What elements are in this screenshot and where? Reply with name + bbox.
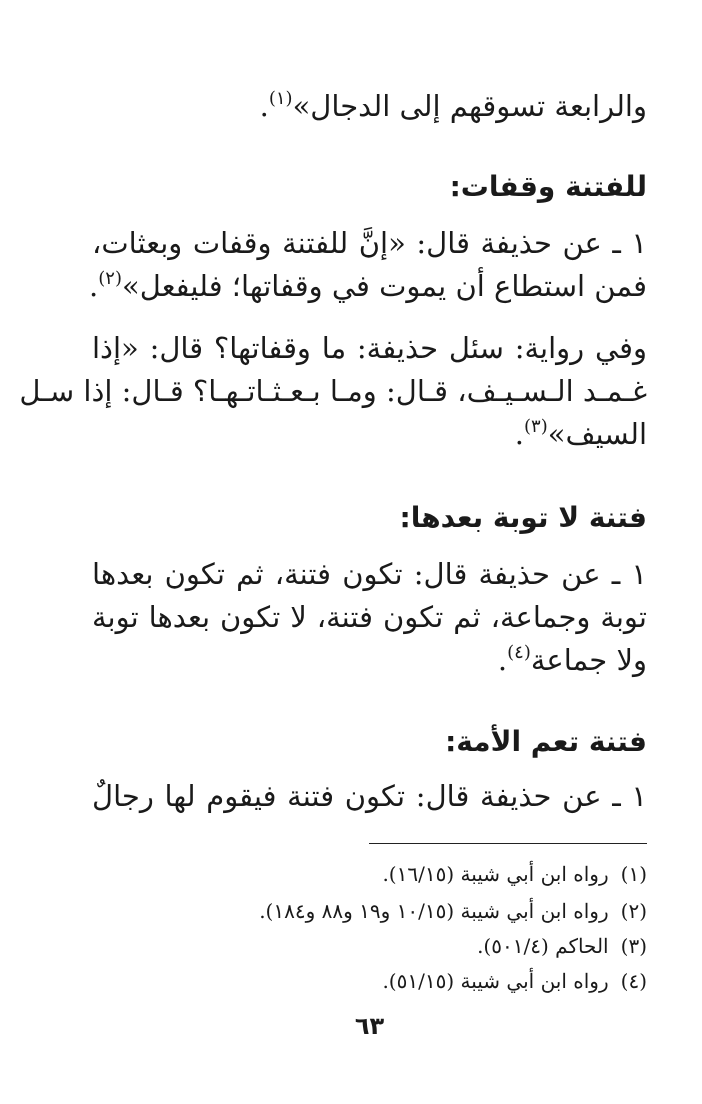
section1-line-2-end: . [89, 269, 99, 303]
footnote-number: (٢) [620, 899, 647, 923]
footnote-text: رواه ابن أبي شيبة (١٦/١٥). [382, 862, 609, 886]
variant-line-1: وفي رواية: سئل حذيفة: ما وقفاتها؟ قال: «إذا [92, 331, 647, 365]
footnote-ref-1: (١) [268, 88, 293, 109]
footnote-text: رواه ابن أبي شيبة (٥١/١٥). [382, 969, 609, 993]
section2-line-2: توبة وجماعة، ثم تكون فتنة، لا تكون بعدها توبة [92, 600, 647, 634]
footnote-text: رواه ابن أبي شيبة (١٠/١٥ و١٩ و٨٨ و١٨٤). [259, 899, 609, 923]
footnote-1 [382, 860, 647, 888]
footnote-ref-3: (٣) [523, 416, 548, 437]
variant-line-3-text: السيف» [547, 417, 647, 451]
section-heading-pauses: للفتنة وقفات: [449, 170, 647, 203]
section-heading-no-repentance: فتنة لا توبة بعدها: [399, 501, 647, 534]
footnote-number: (١) [620, 862, 647, 886]
footnote-divider [369, 843, 647, 844]
footnote-text: الحاكم (٥٠١/٤). [477, 934, 609, 958]
section2-line-3-text: ولا جماعة [530, 643, 647, 677]
footnote-number: (٤) [620, 969, 647, 993]
section3-line-1: ١ ـ عن حذيفة قال: تكون فتنة فيقوم لها رجالٌ [92, 779, 647, 813]
section2-line-3 [92, 640, 647, 680]
section-heading-whole-nation: فتنة تعم الأمة: [445, 725, 647, 758]
footnote-4 [382, 967, 647, 995]
book-page [19, 0, 647, 1104]
variant-line-2: غـمـد الـسـيـف، قـال: ومـا بـعـثـاتـهـا؟ قـال: إذا سـل [19, 374, 647, 408]
footnote-number: (٣) [620, 934, 647, 958]
variant-line-3-end: . [514, 417, 524, 451]
footnote-2 [259, 897, 647, 925]
section1-line-2-text: فمن استطاع أن يموت في وقفاتها؛ فليفعل» [121, 269, 647, 303]
footnote-3 [477, 932, 647, 960]
footnote-ref-2: (٢) [98, 268, 122, 289]
section1-line-1: ١ ـ عن حذيفة قال: «إنَّ للفتنة وقفات وبعثات، [92, 226, 647, 260]
opening-text: والرابعة تسوقهم إلى الدجال» [292, 89, 647, 123]
variant-line-3 [92, 414, 647, 454]
opening-line [92, 86, 647, 126]
page-number: ٦٣ [354, 1012, 385, 1040]
section2-line-3-end: . [497, 643, 508, 677]
section2-line-1: ١ ـ عن حذيفة قال: تكون فتنة، ثم تكون بعدها [92, 557, 647, 591]
footnote-ref-4: (٤) [507, 642, 531, 663]
section1-line-2 [89, 266, 647, 306]
opening-end: . [259, 89, 269, 123]
